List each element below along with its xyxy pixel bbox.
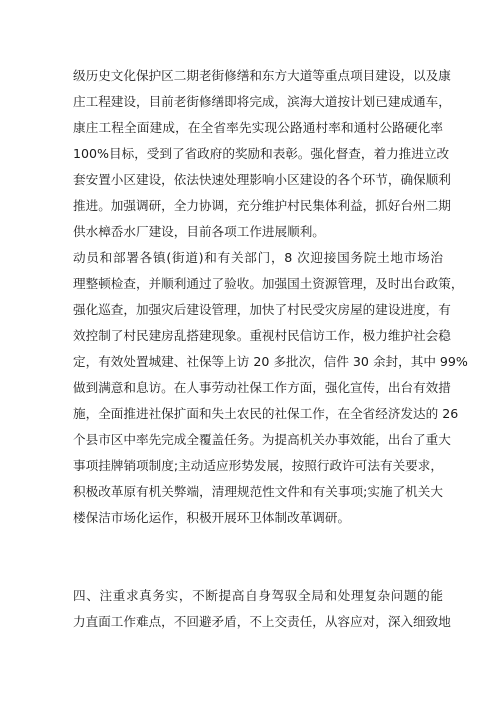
paragraph-3 <box>73 583 451 635</box>
text-line: 定，有效处置城建、社保等上访 20 多批次，信件 30 余封，其中 99% <box>73 354 468 369</box>
text-line: 事项挂牌销项制度;主动适应形势发展，按照行政许可法有关要求， <box>73 458 443 473</box>
text-line: 积极改革原有机关弊端，清理规范性文件和有关事项;实施了机关大 <box>73 484 443 499</box>
text-line: 康庄工程全面建成，在全省率先实现公路通村率和通村公路硬化率 <box>73 120 443 135</box>
text-line: 力直面工作难点，不回避矛盾，不上交责任，从容应对，深入细致地 <box>73 614 451 629</box>
text-line: 施，全面推进社保扩面和失土农民的社保工作，在全省经济发达的 26 <box>73 406 459 421</box>
text-line: 效控制了村民建房乱搭建现象。重视村民信访工作，极力维护社会稳 <box>73 328 451 343</box>
text-line: 庄工程建设，目前老街修缮即将完成，滨海大道按计划已建成通车， <box>73 94 451 109</box>
text-line: 100%目标，受到了省政府的奖励和表彰。强化督查，着力推进立改 <box>73 146 450 161</box>
text-line: 个县市区中率先完成全覆盖任务。为提高机关办事效能，出台了重大 <box>73 432 451 447</box>
text-line: 四、注重求真务实，不断提高自身驾驭全局和处理复杂问题的能 <box>73 588 443 603</box>
text-line: 楼保洁市场化运作，积极开展环卫体制改革调研。 <box>73 510 351 525</box>
paragraph-2 <box>73 245 468 531</box>
text-line: 理整顿检查，并顺利通过了验收。加强国土资源管理，及时出台政策， <box>73 276 464 291</box>
text-line: 供水樟岙水厂建设，目前各项工作进展顺利。 <box>73 224 325 239</box>
text-line: 动员和部署各镇(街道)和有关部门，8 次迎接国务院土地市场治 <box>73 250 443 265</box>
text-line: 强化巡查，加强灾后建设管理，加快了村民受灾房屋的建设进度，有 <box>73 302 451 317</box>
paragraph-1 <box>73 63 451 245</box>
text-line: 做到满意和息访。在人事劳动社保工作方面，强化宣传，出台有效措 <box>73 380 451 395</box>
text-line: 套安置小区建设，依法快速处理影响小区建设的各个环节，确保顺利 <box>73 172 451 187</box>
text-line: 推进。加强调研，全力协调，充分维护村民集体利益，抓好台州二期 <box>73 198 451 213</box>
text-line: 级历史文化保护区二期老街修缮和东方大道等重点项目建设，以及康 <box>73 68 451 83</box>
